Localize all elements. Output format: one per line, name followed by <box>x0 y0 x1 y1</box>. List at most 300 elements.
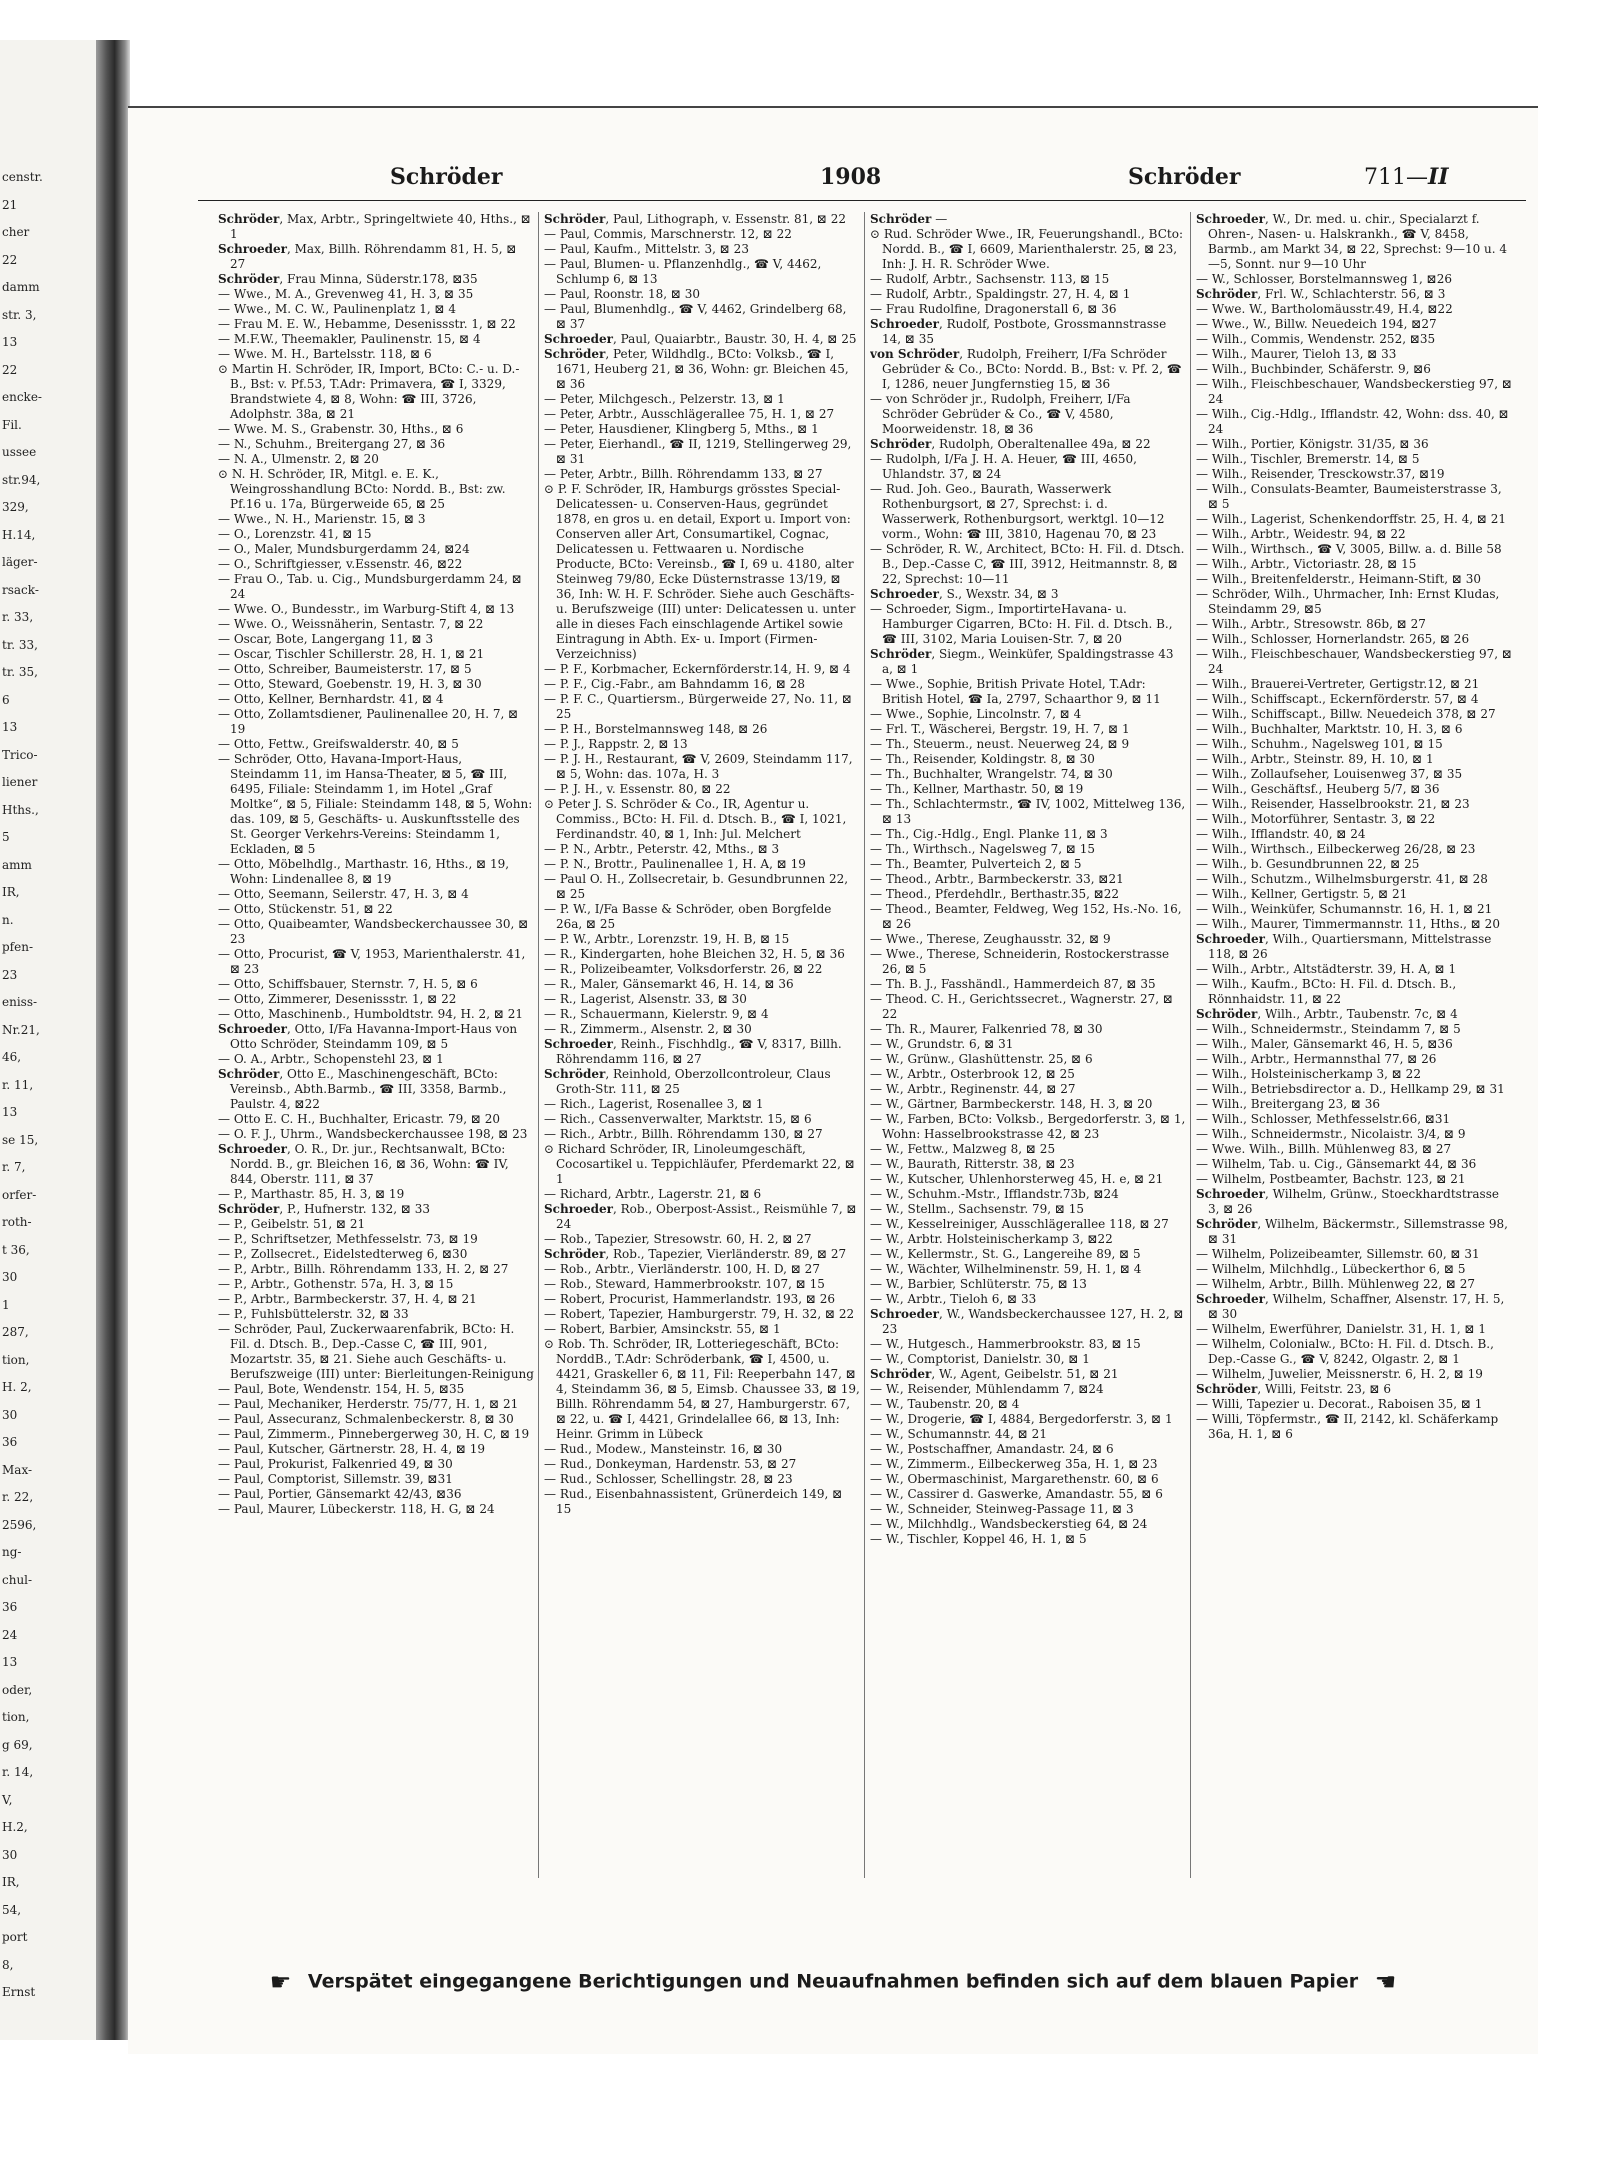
directory-entry: Schröder — <box>870 212 948 226</box>
directory-entry: — Paul, Roonstr. 18, ⊠ 30 <box>544 287 700 301</box>
directory-entry: — W., Comptorist, Danielstr. 30, ⊠ 1 <box>870 1352 1090 1366</box>
directory-entry: — Wilh., Arbtr., Victoriastr. 28, ⊠ 15 <box>1196 557 1417 571</box>
directory-entry: — P. F. C., Quartiersm., Bürgerweide 27, No. 11, ⊠ 25 <box>544 692 852 721</box>
notice-text: Verspätet eingegangene Berichtigungen und Neuaufnahmen befinden sich auf dem blauen Papier <box>307 1970 1359 1993</box>
directory-entry: — W., Obermaschinist, Margarethenstr. 60, ⊠ 6 <box>870 1472 1159 1486</box>
directory-entry: — Theod. C. H., Gerichtssecret., Wagnerstr. 27, ⊠ 22 <box>870 992 1173 1021</box>
column-3 <box>870 212 1186 1878</box>
previous-page-fragment: rsack- <box>2 582 39 597</box>
directory-entry: — Paul, Maurer, Lübeckerstr. 118, H. G, ⊠ 24 <box>218 1502 495 1516</box>
directory-entry: Schröder, Rudolph, Oberaltenallee 49a, ⊠ 22 <box>870 437 1151 451</box>
previous-page-fragment: 22 <box>2 362 18 377</box>
directory-entry: — W., Arbtr., Reginenstr. 44, ⊠ 27 <box>870 1082 1076 1096</box>
previous-page-fragment: t 36, <box>2 1242 30 1257</box>
directory-entry: — Peter, Arbtr., Ausschlägerallee 75, H. 1, ⊠ 27 <box>544 407 835 421</box>
directory-entry: — W., Barbier, Schlüterstr. 75, ⊠ 13 <box>870 1277 1087 1291</box>
column-2 <box>544 212 860 1878</box>
previous-page-fragment: 22 <box>2 252 18 267</box>
directory-entry: — Wilh., Lagerist, Schenkendorffstr. 25, H. 4, ⊠ 21 <box>1196 512 1507 526</box>
directory-entry: — Paul, Prokurist, Falkenried 49, ⊠ 30 <box>218 1457 453 1471</box>
directory-entry: — Wilh., Buchhalter, Marktstr. 10, H. 3, ⊠ 6 <box>1196 722 1463 736</box>
directory-entry: Schröder, Willi, Feitstr. 23, ⊠ 6 <box>1196 1382 1391 1396</box>
directory-entry: — Wilh., Consulats-Beamter, Baumeisterstrasse 3, ⊠ 5 <box>1196 482 1502 511</box>
directory-entry: — W., Arbtr., Osterbrook 12, ⊠ 25 <box>870 1067 1075 1081</box>
directory-entry: — Otto, Quaibeamter, Wandsbeckerchaussee 30, ⊠ 23 <box>218 917 529 946</box>
directory-entry: — R., Lagerist, Alsenstr. 33, ⊠ 30 <box>544 992 747 1006</box>
previous-page-fragment: 36 <box>2 1600 18 1614</box>
directory-entry: — Wilh., Maurer, Timmermannstr. 11, Hths., ⊠ 20 <box>1196 917 1500 931</box>
directory-entry: — Wilh., Geschäftsf., Heuberg 5/7, ⊠ 36 <box>1196 782 1440 796</box>
directory-entry: — Frau Rudolfine, Dragonerstall 6, ⊠ 36 <box>870 302 1117 316</box>
directory-entry: — W., Schlosser, Borstelmannsweg 1, ⊠26 <box>1196 272 1452 286</box>
previous-page-fragment: r. 11, <box>2 1077 34 1092</box>
directory-entry: — Paul, Mechaniker, Herderstr. 75/77, H. 1, ⊠ 21 <box>218 1397 519 1411</box>
directory-entry: — Wilhelm, Ewerführer, Danielstr. 31, H. 1, ⊠ 1 <box>1196 1322 1487 1336</box>
previous-page-fragment: chul- <box>2 1572 33 1587</box>
directory-entry: — Willi, Töpfermstr., ☎ II, 2142, kl. Schäferkamp 36a, H. 1, ⊠ 6 <box>1196 1412 1499 1441</box>
directory-entry: — O. F. J., Uhrm., Wandsbeckerchaussee 198, ⊠ 23 <box>218 1127 528 1141</box>
directory-entry: — Rich., Arbtr., Billh. Röhrendamm 130, ⊠ 27 <box>544 1127 823 1141</box>
directory-entry: ⊙ Richard Schröder, IR, Linoleumgeschäft, Cocosartikel u. Teppichläufer, Pferdemarkt 22, ⊠ 1 <box>544 1142 855 1186</box>
directory-entry: — Oscar, Tischler Schillerstr. 28, H. 1, ⊠ 21 <box>218 647 485 661</box>
directory-entry: Schröder, Wilhelm, Bäckermstr., Sillemstrasse 98, ⊠ 31 <box>1196 1217 1508 1246</box>
directory-entry: — W., Hutgesch., Hammerbrookstr. 83, ⊠ 15 <box>870 1337 1141 1351</box>
previous-page-fragment: V, <box>2 1792 13 1807</box>
directory-entry: — W., Kellermstr., St. G., Langereihe 89, ⊠ 5 <box>870 1247 1141 1261</box>
previous-page-fragment: 46, <box>2 1050 22 1064</box>
directory-entry: — Wwe. W., Bartholomäusstr.49, H.4, ⊠22 <box>1196 302 1453 316</box>
directory-entry: — Frl. T., Wäscherei, Bergstr. 19, H. 7, ⊠ 1 <box>870 722 1130 736</box>
directory-entry: — Wilh., Zollaufseher, Louisenweg 37, ⊠ 35 <box>1196 767 1463 781</box>
previous-page-fragment: Ernst <box>2 1985 36 1999</box>
directory-entry: — Wilh., Brauerei-Vertreter, Gertigstr.12, ⊠ 21 <box>1196 677 1480 691</box>
directory-entry: — Wilh., Kaufm., BCto: H. Fil. d. Dtsch. B., Rönnhaidstr. 11, ⊠ 22 <box>1196 977 1457 1006</box>
directory-entry: — Schröder, Wilh., Uhrmacher, Inh: Ernst Kludas, Steindamm 29, ⊠5 <box>1196 587 1500 616</box>
directory-entry: — W., Schneider, Steinweg-Passage 11, ⊠ 3 <box>870 1502 1134 1516</box>
directory-entry: — W., Grünw., Glashüttenstr. 25, ⊠ 6 <box>870 1052 1093 1066</box>
previous-page-fragment: censtr. <box>2 170 43 184</box>
directory-entry: — Wilhelm, Polizeibeamter, Sillemstr. 60, ⊠ 31 <box>1196 1247 1480 1261</box>
directory-entry: — P. F., Korbmacher, Eckernförderstr.14, H. 9, ⊠ 4 <box>544 662 851 676</box>
directory-entry: — Wwe., N. H., Marienstr. 15, ⊠ 3 <box>218 512 426 526</box>
directory-entry: — von Schröder jr., Rudolph, Freiherr, I/Fa Schröder Gebrüder & Co., ☎ V, 4580, Moorweidenstr. 18, ⊠ 36 <box>870 392 1131 436</box>
directory-entry: — Wilh., Schiffscapt., Billw. Neuedeich 378, ⊠ 27 <box>1196 707 1496 721</box>
directory-entry: — Paul, Assecuranz, Schmalenbeckerstr. 8, ⊠ 30 <box>218 1412 514 1426</box>
directory-entry: — P., Arbtr., Billh. Röhrendamm 133, H. 2, ⊠ 27 <box>218 1262 509 1276</box>
directory-entry: — Paul, Blumenhdlg., ☎ V, 4462, Grindelberg 68, ⊠ 37 <box>544 302 847 331</box>
directory-entry: — M.F.W., Theemakler, Paulinenstr. 15, ⊠ 4 <box>218 332 481 346</box>
previous-page-fragment: 21 <box>2 197 18 212</box>
directory-entry: — Rud. Joh. Geo., Baurath, Wasserwerk Rothenburgsort, ⊠ 27, Sprechst: i. d. Wasserwerk, Rothenburgsort, werktgl. 10—12 vorm., Wohn: ☎ III, 3810, Hagenau 70, ⊠ 23 <box>870 482 1165 541</box>
directory-page <box>128 106 1538 2054</box>
directory-entry: Schröder, Siegm., Weinküfer, Spaldingstrasse 43 a, ⊠ 1 <box>870 647 1174 676</box>
directory-entry: — Rud., Modew., Mansteinstr. 16, ⊠ 30 <box>544 1442 783 1456</box>
directory-entry: — W., Grundstr. 6, ⊠ 31 <box>870 1037 1014 1051</box>
directory-entry: — W., Stellm., Sachsenstr. 79, ⊠ 15 <box>870 1202 1085 1216</box>
previous-page-fragment: amm <box>2 857 32 872</box>
directory-entry: — R., Schauermann, Kielerstr. 9, ⊠ 4 <box>544 1007 769 1021</box>
directory-entry: — Otto, Schiffsbauer, Sternstr. 7, H. 5, ⊠ 6 <box>218 977 478 991</box>
previous-page-fragment: g 69, <box>2 1737 33 1752</box>
directory-entry: — P. J. H., v. Essenstr. 80, ⊠ 22 <box>544 782 731 796</box>
previous-page-fragment: damm <box>2 280 40 294</box>
previous-page-fragment: port <box>2 1930 28 1944</box>
directory-entry: — P., Arbtr., Gothenstr. 57a, H. 3, ⊠ 15 <box>218 1277 454 1291</box>
directory-entry: — O. A., Arbtr., Schopenstehl 23, ⊠ 1 <box>218 1052 444 1066</box>
directory-entry: — Wwe., Therese, Schneiderin, Rostockerstrasse 26, ⊠ 5 <box>870 947 1170 976</box>
directory-entry: — W., Schuhm.-Mstr., Ifflandstr.73b, ⊠24 <box>870 1187 1119 1201</box>
previous-page-fragment: Hths., <box>2 802 39 817</box>
directory-entry: — Wilh., Ifflandstr. 40, ⊠ 24 <box>1196 827 1366 841</box>
directory-entry: — N., Schuhm., Breitergang 27, ⊠ 36 <box>218 437 446 451</box>
directory-entry: — W., Reisender, Mühlendamm 7, ⊠24 <box>870 1382 1104 1396</box>
directory-entry: — Rob., Steward, Hammerbrookstr. 107, ⊠ 15 <box>544 1277 825 1291</box>
directory-entry: — Wwe., Sophie, Lincolnstr. 7, ⊠ 4 <box>870 707 1082 721</box>
previous-page-fragment: tion, <box>2 1710 30 1724</box>
directory-entry: — W., Cassirer d. Gaswerke, Amandastr. 55, ⊠ 6 <box>870 1487 1163 1501</box>
directory-entry: — P., Marthastr. 85, H. 3, ⊠ 19 <box>218 1187 405 1201</box>
directory-entry: Schroeder, Reinh., Fischhdlg., ☎ V, 8317, Billh. Röhrendamm 116, ⊠ 27 <box>544 1037 842 1066</box>
previous-page-fragment: 5 <box>2 830 10 844</box>
directory-entry: — P., Zollsecret., Eidelstedterweg 6, ⊠30 <box>218 1247 468 1261</box>
directory-entry: — W., Gärtner, Barmbeckerstr. 148, H. 3, ⊠ 20 <box>870 1097 1153 1111</box>
directory-entry: — P., Fuhlsbüttelerstr. 32, ⊠ 33 <box>218 1307 409 1321</box>
directory-entry: — Rud., Donkeyman, Hardenstr. 53, ⊠ 27 <box>544 1457 797 1471</box>
page-number-suffix: II <box>1428 164 1449 190</box>
directory-entry: — R., Kindergarten, hohe Bleichen 32, H. 5, ⊠ 36 <box>544 947 845 961</box>
directory-entry: — Paul O. H., Zollsecretair, b. Gesundbrunnen 22, ⊠ 25 <box>544 872 849 901</box>
directory-entry: — Wilh., Schutzm., Wilhelmsburgerstr. 41, ⊠ 28 <box>1196 872 1488 886</box>
header-right-word: Schröder <box>1128 164 1241 190</box>
column-divider <box>538 212 539 1878</box>
directory-entry: — Rich., Cassenverwalter, Marktstr. 15, ⊠ 6 <box>544 1112 812 1126</box>
pointing-hand-icon: ☚ <box>1374 1968 1397 1996</box>
directory-entry: — Richard, Arbtr., Lagerstr. 21, ⊠ 6 <box>544 1187 762 1201</box>
directory-entry: — W., Fettw., Malzweg 8, ⊠ 25 <box>870 1142 1056 1156</box>
directory-entry: — P. W., I/Fa Basse & Schröder, oben Borgfelde 26a, ⊠ 25 <box>544 902 832 931</box>
previous-page-fragment: H.2, <box>2 1820 28 1834</box>
previous-page-fragment: str. 3, <box>2 307 37 322</box>
directory-entry: — Wilh., Motorführer, Sentastr. 3, ⊠ 22 <box>1196 812 1436 826</box>
directory-entry: — Otto, Schreiber, Baumeisterstr. 17, ⊠ 5 <box>218 662 472 676</box>
previous-page-fragment: roth- <box>2 1215 32 1229</box>
directory-entry: — Robert, Tapezier, Hamburgerstr. 79, H. 32, ⊠ 22 <box>544 1307 855 1321</box>
previous-page-fragment: oder, <box>2 1682 33 1697</box>
directory-entry: — Wilh., Fleischbeschauer, Wandsbeckerstieg 97, ⊠ 24 <box>1196 377 1512 406</box>
directory-entry: — Wilh., b. Gesundbrunnen 22, ⊠ 25 <box>1196 857 1420 871</box>
directory-entry: — Theod., Pferdehdlr., Berthastr.35, ⊠22 <box>870 887 1120 901</box>
directory-entry: — P. N., Arbtr., Peterstr. 42, Mths., ⊠ 3 <box>544 842 780 856</box>
directory-entry: Schroeder, Rudolf, Postbote, Grossmannstrasse 14, ⊠ 35 <box>870 317 1167 346</box>
directory-entry: — Wilh., Commis, Wendenstr. 252, ⊠35 <box>1196 332 1436 346</box>
directory-entry: — Wwe., Therese, Zeughausstr. 32, ⊠ 9 <box>870 932 1111 946</box>
directory-entry: — Wilh., Wirthsch., Eilbeckerweg 26/28, ⊠ 23 <box>1196 842 1476 856</box>
directory-entry: — Th. R., Maurer, Falkenried 78, ⊠ 30 <box>870 1022 1103 1036</box>
directory-entry: — Wilh., Maurer, Tieloh 13, ⊠ 33 <box>1196 347 1397 361</box>
directory-entry: — Wilh., Breitenfelderstr., Heimann-Stift, ⊠ 30 <box>1196 572 1482 586</box>
previous-page-fragment: 1 <box>2 1297 10 1312</box>
directory-entry: ⊙ Rud. Schröder Wwe., IR, Feuerungshandl., BCto: Nordd. B., ☎ I, 6609, Marienthalerstr. 25, ⊠ 23, Inh: J. H. R. Schröder Wwe. <box>870 227 1183 271</box>
directory-entry: Schroeder, Wilh., Quartiersmann, Mittelstrasse 118, ⊠ 26 <box>1196 932 1492 961</box>
previous-page-fragment: r. 7, <box>2 1160 26 1174</box>
directory-entry: — W., Kutscher, Uhlenhorsterweg 45, H. e, ⊠ 21 <box>870 1172 1164 1186</box>
previous-page-fragment: Fil. <box>2 417 22 432</box>
directory-entry: — Otto, Zollamtsdiener, Paulinenallee 20, H. 7, ⊠ 19 <box>218 707 519 736</box>
directory-entry: — W., Farben, BCto: Volksb., Bergedorferstr. 3, ⊠ 1, Wohn: Hasselbrookstrasse 42, ⊠ 23 <box>870 1112 1186 1141</box>
directory-entry: — Wilh., Schneidermstr., Nicolaistr. 3/4, ⊠ 9 <box>1196 1127 1466 1141</box>
directory-entry: — Rud., Eisenbahnassistent, Grünerdeich 149, ⊠ 15 <box>544 1487 843 1516</box>
directory-entry: — Wilh., Schlosser, Hornerlandstr. 265, ⊠ 26 <box>1196 632 1470 646</box>
previous-page-fragment: orfer- <box>2 1187 37 1202</box>
directory-entry: — Rich., Lagerist, Rosenallee 3, ⊠ 1 <box>544 1097 764 1111</box>
previous-page-fragment: 24 <box>2 1627 18 1642</box>
directory-entry: — Wilh., Fleischbeschauer, Wandsbeckerstieg 97, ⊠ 24 <box>1196 647 1512 676</box>
page-number-main: 711— <box>1364 165 1428 190</box>
directory-entry: — Paul, Blumen- u. Pflanzenhdlg., ☎ V, 4462, Schlump 6, ⊠ 13 <box>544 257 822 286</box>
previous-page-fragment: 2596, <box>2 1517 37 1532</box>
previous-page-fragment: ng- <box>2 1545 22 1559</box>
previous-page-fragment: Nr.21, <box>2 1022 40 1037</box>
directory-entry: Schröder, Frau Minna, Süderstr.178, ⊠35 <box>218 272 478 286</box>
previous-page-fragment: eniss- <box>2 995 38 1009</box>
directory-entry: ⊙ N. H. Schröder, IR, Mitgl. e. E. K., Weingrosshandlung BCto: Nordd. B., Bst: zw. Pf.16 u. 17a, Bürgerweide 65, ⊠ 25 <box>218 467 506 511</box>
previous-page-fragment: IR, <box>2 885 20 899</box>
directory-entry: — Wilhelm, Postbeamter, Bachstr. 123, ⊠ 21 <box>1196 1172 1466 1186</box>
directory-entry: — Th., Buchhalter, Wrangelstr. 74, ⊠ 30 <box>870 767 1113 781</box>
directory-entry: Schröder, Wilh., Arbtr., Taubenstr. 7c, ⊠ 4 <box>1196 1007 1458 1021</box>
previous-page-fragment: 30 <box>2 1270 18 1284</box>
directory-entry: von Schröder, Rudolph, Freiherr, I/Fa Schröder Gebrüder & Co., BCto: Nordd. B., Bst: v. Pf. 2, ☎ I, 1286, neuer Jungfernstieg 15, ⊠ 36 <box>870 347 1182 391</box>
directory-entry: — P., Arbtr., Barmbeckerstr. 37, H. 4, ⊠ 21 <box>218 1292 477 1306</box>
directory-entry: — Wilhelm, Juwelier, Meissnerstr. 6, H. 2, ⊠ 19 <box>1196 1367 1483 1381</box>
previous-page-fragment: r. 33, <box>2 610 34 624</box>
directory-entry: — Schröder, Paul, Zuckerwaarenfabrik, BCto: H. Fil. d. Dtsch. B., Dep.-Casse C, ☎ III, 901, Mozartstr. 35, ⊠ 21. Siehe auch Geschäfts- u. Berufszweige (III) unter: Bierleitungen-Reinigung <box>218 1322 534 1381</box>
bottom-notice <box>128 1968 1538 1996</box>
directory-entry: — Robert, Procurist, Hammerlandstr. 193, ⊠ 26 <box>544 1292 836 1306</box>
directory-entry: — W., Taubenstr. 20, ⊠ 4 <box>870 1397 1020 1411</box>
directory-entry: — P., Geibelstr. 51, ⊠ 21 <box>218 1217 366 1231</box>
directory-entry: Schröder, Rob., Tapezier, Vierländerstr. 89, ⊠ 27 <box>544 1247 847 1261</box>
previous-page-fragment: 6 <box>2 692 10 707</box>
directory-entry: — Th., Reisender, Koldingstr. 8, ⊠ 30 <box>870 752 1095 766</box>
previous-page-fragment: H. 2, <box>2 1380 32 1394</box>
directory-entry: — Wilh., Arbtr., Stresowstr. 86b, ⊠ 27 <box>1196 617 1426 631</box>
directory-entry: — Paul, Kaufm., Mittelstr. 3, ⊠ 23 <box>544 242 749 256</box>
directory-entry: — P. N., Brottr., Paulinenallee 1, H. A, ⊠ 19 <box>544 857 806 871</box>
directory-entry: — Wwe., W., Billw. Neuedeich 194, ⊠27 <box>1196 317 1437 331</box>
directory-entry: — N. A., Ulmenstr. 2, ⊠ 20 <box>218 452 379 466</box>
directory-entry: — Theod., Beamter, Feldweg, Weg 152, Hs.-No. 16, ⊠ 26 <box>870 902 1182 931</box>
directory-entry: Schroeder, Rob., Oberpost-Assist., Reismühle 7, ⊠ 24 <box>544 1202 857 1231</box>
previous-page-fragment: H.14, <box>2 527 36 542</box>
column-1 <box>218 212 534 1878</box>
directory-entry: — Paul, Comptorist, Sillemstr. 39, ⊠31 <box>218 1472 453 1486</box>
book-gutter <box>96 40 130 2040</box>
directory-entry: Schroeder, S., Wexstr. 34, ⊠ 3 <box>870 587 1059 601</box>
directory-entry: — Wilh., Portier, Königstr. 31/35, ⊠ 36 <box>1196 437 1429 451</box>
directory-entry: — Wilhelm, Milchhdlg., Lübeckerthor 6, ⊠ 5 <box>1196 1262 1466 1276</box>
header-rule <box>198 200 1526 201</box>
directory-entry: — Otto, Procurist, ☎ V, 1953, Marienthalerstr. 41, ⊠ 23 <box>218 947 526 976</box>
directory-entry: — O., Maler, Mundsburgerdamm 24, ⊠24 <box>218 542 470 556</box>
directory-entry: — W., Arbtr., Tieloh 6, ⊠ 33 <box>870 1292 1037 1306</box>
header-left-word: Schröder <box>390 164 503 190</box>
directory-entry: Schroeder, Wilhelm, Schaffner, Alsenstr. 17, H. 5, ⊠ 30 <box>1196 1292 1505 1321</box>
directory-entry: — Otto, Zimmerer, Desenissstr. 1, ⊠ 22 <box>218 992 457 1006</box>
directory-entry: — O., Lorenzstr. 41, ⊠ 15 <box>218 527 372 541</box>
previous-page-fragment: 23 <box>2 967 18 982</box>
directory-entry: ⊙ Martin H. Schröder, IR, Import, BCto: C.- u. D.-B., Bst: v. Pf.53, T.Adr: Primavera, ☎ I, 3329, Brandstwiete 4, ⊠ 8, Wohn: ☎ III, 3726, Adolphstr. 38a, ⊠ 21 <box>218 362 520 421</box>
directory-entry: — Wwe. O., Weissnäherin, Sentastr. 7, ⊠ 22 <box>218 617 484 631</box>
previous-page-fragment: str.94, <box>2 472 41 487</box>
previous-page-fragment: 287, <box>2 1325 29 1339</box>
previous-page-fragment: r. 14, <box>2 1765 34 1779</box>
directory-entry: — Wwe. Wilh., Billh. Mühlenweg 83, ⊠ 27 <box>1196 1142 1452 1156</box>
previous-page-fragment: Trico- <box>2 747 38 762</box>
directory-entry: — Wilhelm, Colonialw., BCto: H. Fil. d. Dtsch. B., Dep.-Casse G., ☎ V, 8242, Olgastr. 2, ⊠ 1 <box>1196 1337 1494 1366</box>
directory-entry: — P. H., Borstelmannsweg 148, ⊠ 26 <box>544 722 768 736</box>
previous-page-fragment: 13 <box>2 1105 18 1119</box>
directory-entry: — Otto, Kellner, Bernhardstr. 41, ⊠ 4 <box>218 692 444 706</box>
directory-entry: — Otto, Fettw., Greifswalderstr. 40, ⊠ 5 <box>218 737 459 751</box>
previous-page-fragment: cher <box>2 225 30 239</box>
pointing-hand-icon: ☛ <box>269 1968 292 1996</box>
directory-entry: — Wilh., Kellner, Gertigstr. 5, ⊠ 21 <box>1196 887 1408 901</box>
directory-entry: — Wilh., Schiffscapt., Eckernförderstr. 57, ⊠ 4 <box>1196 692 1479 706</box>
directory-entry: — Wilh., Holsteinischerkamp 3, ⊠ 22 <box>1196 1067 1421 1081</box>
directory-entry: — Wilh., Buchbinder, Schäferstr. 9, ⊠6 <box>1196 362 1431 376</box>
directory-entry: — Frau M. E. W., Hebamme, Desenissstr. 1, ⊠ 22 <box>218 317 516 331</box>
directory-entry: — R., Polizeibeamter, Volksdorferstr. 26, ⊠ 22 <box>544 962 823 976</box>
previous-page-fragment: 30 <box>2 1847 18 1862</box>
directory-entry: — Robert, Barbier, Amsinckstr. 55, ⊠ 1 <box>544 1322 781 1336</box>
directory-entry: — Th., Wirthsch., Nagelsweg 7, ⊠ 15 <box>870 842 1095 856</box>
directory-entry: — R., Zimmerm., Alsenstr. 2, ⊠ 30 <box>544 1022 752 1036</box>
directory-entry: — Wilh., Schuhm., Nagelsweg 101, ⊠ 15 <box>1196 737 1443 751</box>
previous-page-fragment: IR, <box>2 1875 20 1889</box>
directory-entry: — W., Drogerie, ☎ I, 4884, Bergedorferstr. 3, ⊠ 1 <box>870 1412 1173 1426</box>
directory-entry: Schroeder, Wilhelm, Grünw., Stoeckhardtstrasse 3, ⊠ 26 <box>1196 1187 1499 1216</box>
column-4 <box>1196 212 1512 1878</box>
directory-entry: Schröder, Otto E., Maschinengeschäft, BCto: Vereinsb., Abth.Barmb., ☎ III, 3358, Barmb., Paulstr. 4, ⊠22 <box>218 1067 507 1111</box>
directory-entry: ⊙ Peter J. S. Schröder & Co., IR, Agentur u. Commiss., BCto: H. Fil. d. Dtsch. B., ☎ I, 1021, Ferdinandstr. 40, ⊠ 1, Inh: Jul. Melchert <box>544 797 847 841</box>
directory-entry: — Paul, Portier, Gänsemarkt 42/43, ⊠36 <box>218 1487 462 1501</box>
directory-entry: — Wilh., Wirthsch., ☎ V, 3005, Billw. a. d. Bille 58 <box>1196 542 1502 556</box>
directory-entry: — Th., Steuerm., neust. Neuerweg 24, ⊠ 9 <box>870 737 1130 751</box>
directory-entry: — P. J., Rappstr. 2, ⊠ 13 <box>544 737 688 751</box>
directory-entry: Schröder, P., Hufnerstr. 132, ⊠ 33 <box>218 1202 430 1216</box>
directory-entry: Schroeder, W., Dr. med. u. chir., Specialarzt f. Ohren-, Nasen- u. Halskrankh., ☎ V, 8458, Barmb., am Markt 34, ⊠ 22, Sprechst: 9—10 u. 4—5, Sonnt. nur 9—10 Uhr <box>1196 212 1508 271</box>
previous-page-fragment: 30 <box>2 1407 18 1422</box>
column-divider <box>1190 212 1191 1878</box>
directory-entry: — Wwe. O., Bundesstr., im Warburg-Stift 4, ⊠ 13 <box>218 602 515 616</box>
previous-page-fragment: 13 <box>2 720 18 734</box>
header-year: 1908 <box>820 164 882 190</box>
directory-entry: — Wilh., Reisender, Hasselbrookstr. 21, ⊠ 23 <box>1196 797 1470 811</box>
previous-page-fragment: 8, <box>2 1957 14 1972</box>
directory-entry: — Th., Schlachtermstr., ☎ IV, 1002, Mittelweg 136, ⊠ 13 <box>870 797 1186 826</box>
directory-entry: — Schröder, Otto, Havana-Import-Haus, Steindamm 11, im Hansa-Theater, ⊠ 5, ☎ III, 6495, Filiale: Steindamm 1, im Hotel „Graf Moltke“, ⊠ 5, Filiale: Steindamm 148, ⊠ 5, Wohn: das. 109, ⊠ 5, Geschäfts- u. Auskunftsstelle des St. Georger Verkehrs-Vereins: Steindamm 1, Eckladen, ⊠ 5 <box>218 752 533 856</box>
previous-page-fragment: Max- <box>2 1462 33 1477</box>
directory-entry: — Wilh., Arbtr., Hermannsthal 77, ⊠ 26 <box>1196 1052 1437 1066</box>
directory-entry: — Peter, Hausdiener, Klingberg 5, Mths., ⊠ 1 <box>544 422 819 436</box>
directory-entry: — Willi, Tapezier u. Decorat., Raboisen 35, ⊠ 1 <box>1196 1397 1483 1411</box>
directory-entry: — O., Schriftgiesser, v.Essenstr. 46, ⊠22 <box>218 557 463 571</box>
directory-entry: — R., Maler, Gänsemarkt 46, H. 14, ⊠ 36 <box>544 977 794 991</box>
directory-entry: — Wwe. M. H., Bartelsstr. 118, ⊠ 6 <box>218 347 432 361</box>
directory-entry: — Peter, Milchgesch., Pelzerstr. 13, ⊠ 1 <box>544 392 785 406</box>
previous-page-fragment: se 15, <box>2 1132 39 1147</box>
directory-entry: — Otto E. C. H., Buchhalter, Ericastr. 79, ⊠ 20 <box>218 1112 500 1126</box>
previous-page-fragment: n. <box>2 912 14 927</box>
previous-page-fragment: r. 22, <box>2 1490 34 1504</box>
directory-entry: — Frau O., Tab. u. Cig., Mundsburgerdamm 24, ⊠ 24 <box>218 572 522 601</box>
previous-page-fragment: läger- <box>2 555 38 569</box>
directory-entry: — Wwe., M. A., Grevenweg 41, H. 3, ⊠ 35 <box>218 287 474 301</box>
directory-entry: Schroeder, Paul, Quaiarbtr., Baustr. 30, H. 4, ⊠ 25 <box>544 332 857 346</box>
directory-entry: — Wilh., Betriebsdirector a. D., Hellkamp 29, ⊠ 31 <box>1196 1082 1505 1096</box>
previous-page-fragment: 13 <box>2 1655 18 1669</box>
previous-page-fragment: tr. 33, <box>2 637 38 652</box>
directory-entry: — Wilh., Weinküfer, Schumannstr. 16, H. 1, ⊠ 21 <box>1196 902 1493 916</box>
directory-entry: — Paul, Zimmerm., Pinnebergerweg 30, H. C, ⊠ 19 <box>218 1427 530 1441</box>
directory-entry: — Otto, Stückenstr. 51, ⊠ 22 <box>218 902 393 916</box>
running-header <box>128 160 1538 194</box>
directory-entry: — Wilh., Arbtr., Weidestr. 94, ⊠ 22 <box>1196 527 1406 541</box>
previous-page-fragment: tion, <box>2 1352 30 1367</box>
directory-entry: — P. J. H., Restaurant, ☎ V, 2609, Steindamm 117, ⊠ 5, Wohn: das. 107a, H. 3 <box>544 752 853 781</box>
directory-entry: — Paul, Kutscher, Gärtnerstr. 28, H. 4, ⊠ 19 <box>218 1442 485 1456</box>
directory-entry: — W., Zimmerm., Eilbeckerweg 35a, H. 1, ⊠ 23 <box>870 1457 1158 1471</box>
directory-entry: — Wilh., Schneidermstr., Steindamm 7, ⊠ 5 <box>1196 1022 1461 1036</box>
directory-entry: Schröder, Paul, Lithograph, v. Essenstr. 81, ⊠ 22 <box>544 212 847 226</box>
directory-entry: — W., Tischler, Koppel 46, H. 1, ⊠ 5 <box>870 1532 1087 1546</box>
previous-page-fragment: pfen- <box>2 940 34 954</box>
directory-entry: Schröder, Reinhold, Oberzollcontroleur, Claus Groth-Str. 111, ⊠ 25 <box>544 1067 831 1096</box>
directory-entry: — Paul, Commis, Marschnerstr. 12, ⊠ 22 <box>544 227 792 241</box>
directory-entry: — Wilh., Arbtr., Steinstr. 89, H. 10, ⊠ 1 <box>1196 752 1434 766</box>
directory-entry: — Wwe., Sophie, British Private Hotel, T.Adr: British Hotel, ☎ Ia, 2797, Schaarthor 9, ⊠ 11 <box>870 677 1161 706</box>
directory-entry: — Th., Beamter, Pulverteich 2, ⊠ 5 <box>870 857 1082 871</box>
directory-entry: — Paul, Bote, Wendenstr. 154, H. 5, ⊠35 <box>218 1382 465 1396</box>
directory-entry: — P., Schriftsetzer, Methfesselstr. 73, ⊠ 19 <box>218 1232 478 1246</box>
previous-page-fragment: tr. 35, <box>2 665 38 679</box>
directory-entry: — Schroeder, Sigm., ImportirteHavana- u. Hamburger Cigarren, BCto: H. Fil. d. Dtsch. B., ☎ III, 3102, Maria Louisen-Str. 7, ⊠ 20 <box>870 602 1173 646</box>
directory-entry: ⊙ Rob. Th. Schröder, IR, Lotteriegeschäft, BCto: NorddB., T.Adr: Schröderbank, ☎ I, 4500, u. 4421, Graskeller 6, ⊠ 11, Fil: Reeperbahn 147, ⊠ 4, Steindamm 36, ⊠ 5, Eimsb. Chaussee 33, ⊠ 19, Billh. Röhrendamm 54, ⊠ 27, Hamburgerstr. 67, ⊠ 22, u. ☎ I, 4421, Grindelallee 66, ⊠ 13, Inh: Heinr. Grimm in Lübeck <box>544 1337 860 1441</box>
directory-entry: — Wwe. M. S., Grabenstr. 30, Hths., ⊠ 6 <box>218 422 464 436</box>
directory-entry: — Wilhelm, Arbtr., Billh. Mühlenweg 22, ⊠ 27 <box>1196 1277 1476 1291</box>
directory-entry: — Th. B. J., Fasshändl., Hammerdeich 87, ⊠ 35 <box>870 977 1156 991</box>
directory-entry: — Wilhelm, Tab. u. Cig., Gänsemarkt 44, ⊠ 36 <box>1196 1157 1477 1171</box>
previous-page-fragment: 36 <box>2 1435 18 1449</box>
directory-entry: — W., Wächter, Wilhelminenstr. 59, H. 1, ⊠ 4 <box>870 1262 1142 1276</box>
directory-entry: ⊙ P. F. Schröder, IR, Hamburgs grösstes Special-Delicatessen- u. Conserven-Haus, gegründet 1878, en gros u. en detail, Export u. Import von: Conserven aller Art, Consumartikel, Cognac, Delicatessen u. Fettwaaren u. Nordische Producte, BCto: Vereinsb., ☎ I, 69 u. 4180, alter Steinweg 79/80, Ecke Düsternstrasse 13/19, ⊠ 36, Inh: W. H. F. Schröder. Siehe auch Geschäfts- u. Berufszweige (III) unter: Delicatessen u. unter alle in dieses Fach einschlagende Artikel sowie Eintragung in Abth. Ex- u. Import (Firmen-Verzeichniss) <box>544 482 856 661</box>
directory-entry: — Wwe., M. C. W., Paulinenplatz 1, ⊠ 4 <box>218 302 456 316</box>
directory-entry: — P. F., Cig.-Fabr., am Bahndamm 16, ⊠ 28 <box>544 677 805 691</box>
directory-entry: — Theod., Arbtr., Barmbeckerstr. 33, ⊠21 <box>870 872 1124 886</box>
directory-entry: — Wilh., Maler, Gänsemarkt 46, H. 5, ⊠36 <box>1196 1037 1453 1051</box>
directory-entry: — W., Arbtr. Holsteinischerkamp 3, ⊠22 <box>870 1232 1113 1246</box>
directory-entry: — Rud., Schlosser, Schellingstr. 28, ⊠ 23 <box>544 1472 793 1486</box>
directory-entry: Schröder, Max, Arbtr., Springeltwiete 40, Hths., ⊠ 1 <box>218 212 531 241</box>
directory-entry: — W., Baurath, Ritterstr. 38, ⊠ 23 <box>870 1157 1075 1171</box>
directory-entry: — Otto, Maschinenb., Humboldtstr. 94, H. 2, ⊠ 21 <box>218 1007 523 1021</box>
directory-entry: — Th., Kellner, Marthastr. 50, ⊠ 19 <box>870 782 1084 796</box>
previous-page-fragment: liener <box>2 775 38 789</box>
previous-page-fragment: 329, <box>2 500 29 514</box>
directory-entry: — Rudolph, I/Fa J. H. A. Heuer, ☎ III, 4650, Uhlandstr. 37, ⊠ 24 <box>870 452 1137 481</box>
directory-entry: — Wilh., Reisender, Tresckowstr.37, ⊠19 <box>1196 467 1445 481</box>
